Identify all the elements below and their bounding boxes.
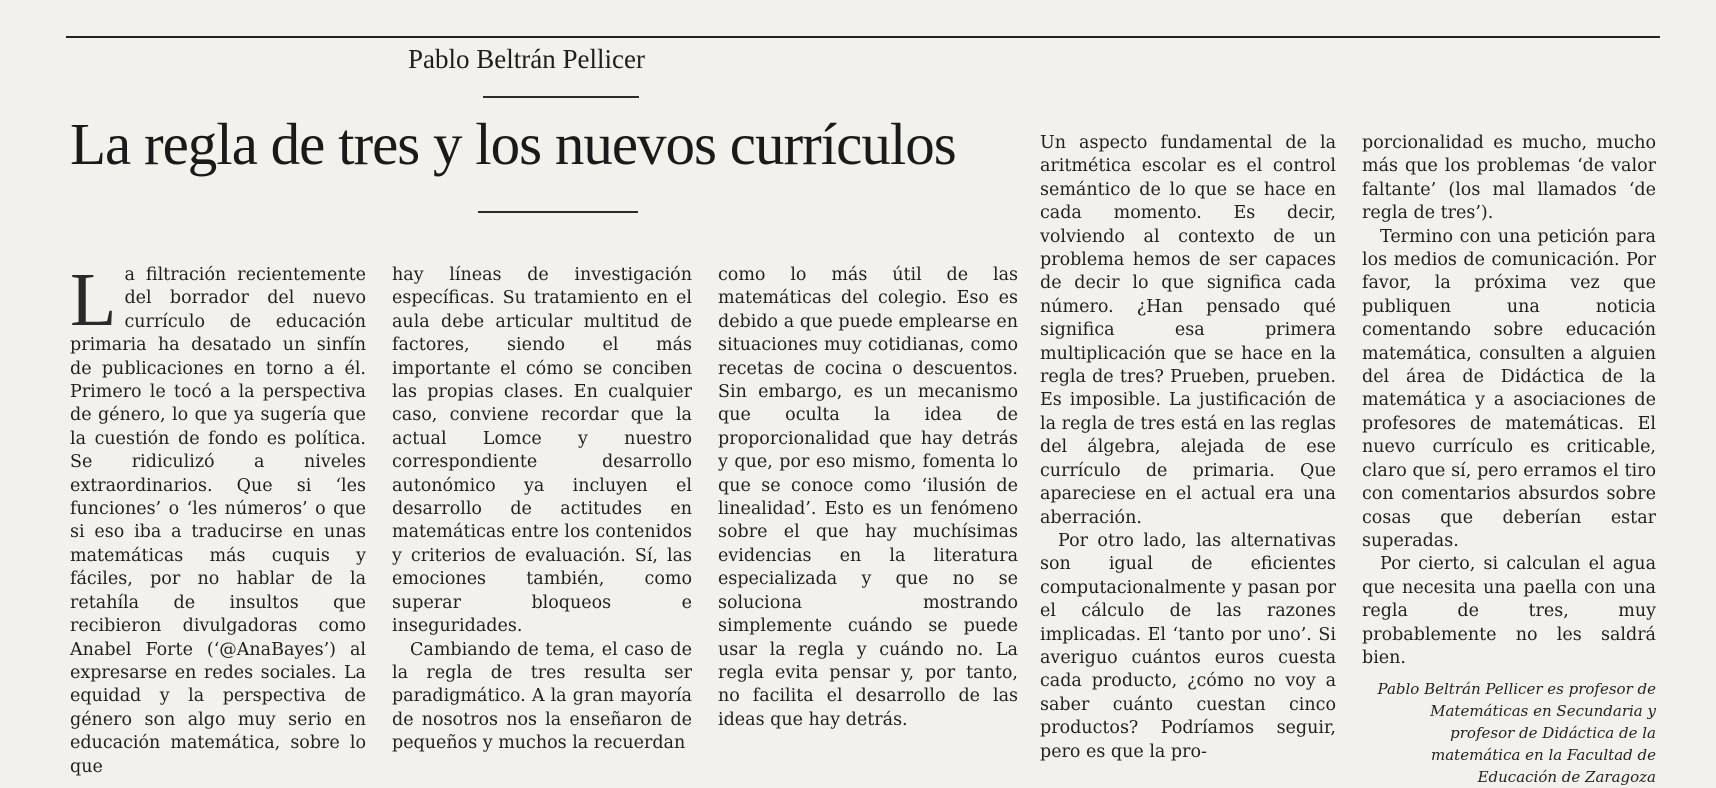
- byline: Pablo Beltrán Pellicer: [408, 44, 645, 74]
- headline: La regla de tres y los nuevos currículos: [70, 111, 956, 177]
- paragraph: como lo más útil de las matemáticas del colegio. Eso es debido a que puede emplearse en situaciones muy cotidianas, como recetas de cocina o descuentos. Sin embargo, es un mecanismo que oculta la idea de proporcionalidad que hay detrás y que, por eso mismo, fomenta lo que se conoce como ‘ilusión de linealidad’. Esto es un fenómeno sobre el que hay muchísimas evidencias en la literatura especializada y que no se soluciona mostrando simplemente cuándo se puede usar la regla y cuándo no. La regla evita pensar y, por tanto, no facilita el desarrollo de las ideas que hay detrás.: [718, 265, 1018, 730]
- paragraph: porcionalidad es mucho, mucho más que los problemas ‘de valor faltante’ (los mal llamados ‘de regla de tres’).: [1362, 133, 1656, 224]
- column-1: [70, 258, 366, 779]
- headline-rule: [478, 211, 638, 213]
- paragraph: Por cierto, si calculan el agua que necesita una paella con una regla de tres, muy probablemente no les saldrá bien.: [1362, 554, 1656, 668]
- column-5: [1362, 132, 1656, 788]
- paragraph: Un aspecto fundamental de la aritmética escolar es el control semántico de lo que se hace en cada momento. Es decir, volviendo al contexto de un problema hemos de ser capaces de decir lo que significa cada número. ¿Han pensado qué significa esa primera multiplicación que se hace en la regla de tres? Prueben, prueben. Es imposible. La justificación de la regla de tres está en las reglas del álgebra, alejada de ese currículo de primaria. Que apareciese en el actual era una aberración.: [1040, 133, 1336, 528]
- column-2: [392, 264, 692, 756]
- column-3: [718, 264, 1018, 732]
- paragraph-text: a filtración recientemente del borrador del nuevo currículo de educación primaria ha desatado un sinfín de publicaciones en torno a él. Primero le tocó a la perspectiva de género, lo que ya sugería que la cuestión de fondo es política. Se ridiculizó a niveles extraordinarios. Que si ‘les funciones’ o ‘les números’ o que si eso iba a traducirse en unas matemáticas más cuquis y fáciles, por no hablar de la retahíla de insultos que recibieron divulgadoras como Anabel Forte (‘@AnaBayes’) al expresarse en redes sociales. La equidad y la perspectiva de género son algo muy serio en educación matemática, sobre lo que: [70, 265, 366, 777]
- drop-cap: L: [70, 258, 117, 342]
- column-4: [1040, 132, 1336, 764]
- paragraph: [70, 258, 366, 779]
- byline-rule: [483, 96, 639, 98]
- top-rule: [66, 36, 1660, 38]
- paragraph: Cambiando de tema, el caso de la regla de tres resulta ser paradigmático. A la gran mayoría de nosotros nos la enseñaron de pequeños y muchos la recuerdan: [392, 639, 692, 754]
- author-note: Pablo Beltrán Pellicer es profesor de Matemáticas en Secundaria y profesor de Didáctica de la matemática en la Facultad de Educación de Zaragoza: [1377, 680, 1656, 787]
- paragraph: Termino con una petición para los medios de comunicación. Por favor, la próxima vez que publiquen una noticia comentando sobre educación matemática, consulten a alguien del área de Didáctica de la matemática y a asociaciones de profesores de matemáticas. El nuevo currículo es criticable, claro que sí, pero erramos el tiro con comentarios absurdos sobre cosas que deberían estar superadas.: [1362, 226, 1656, 551]
- paragraph: hay líneas de investigación específicas. Su tratamiento en el aula debe articular multitud de factores, siendo el más importante el cómo se conciben las propias clases. En cualquier caso, conviene recordar que la actual Lomce y nuestro correspondiente desarrollo autonómico ya incluyen el desarrollo de actitudes en matemáticas entre los contenidos y criterios de evaluación. Sí, las emociones también, como superar bloqueos e inseguridades.: [392, 265, 692, 637]
- paragraph: Por otro lado, las alternativas son igual de eficientes computacionalmente y pasan por el cálculo de las razones implicadas. El ‘tanto por uno’. Si averiguo cuántos euros cuesta cada producto, ¿cómo no voy a saber cuánto cuestan cinco productos? Podríamos seguir, pero es que la pro-: [1040, 530, 1336, 762]
